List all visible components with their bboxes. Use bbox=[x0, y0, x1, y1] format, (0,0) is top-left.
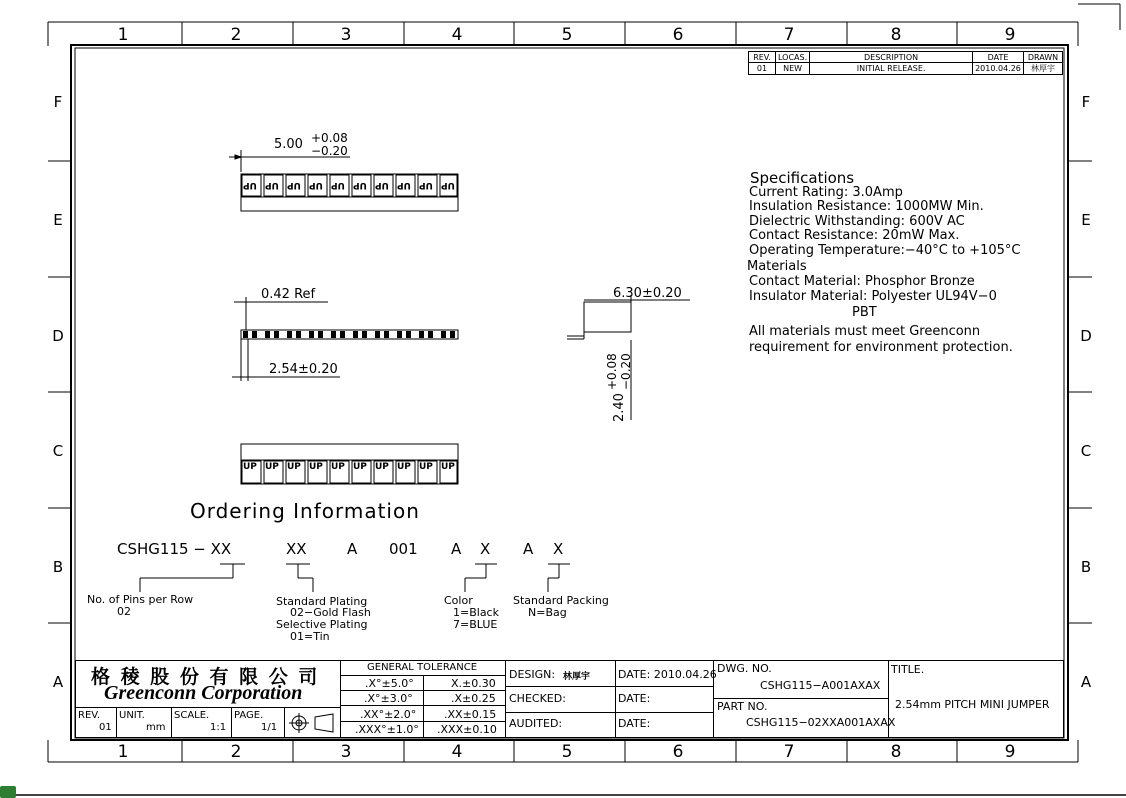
grid-col-3: 3 bbox=[340, 25, 352, 45]
dim-width-side: 6.30±0.20 bbox=[613, 286, 682, 301]
grid-col-5: 5 bbox=[561, 25, 573, 45]
ordering-code-part: A bbox=[523, 540, 534, 558]
rev-value: 01 bbox=[99, 722, 112, 733]
grid-row-D: D bbox=[52, 327, 64, 345]
projection-cell bbox=[284, 707, 341, 738]
tol-linear: .X±0.25 bbox=[451, 692, 496, 705]
dim-height-side-plus: +0.08 bbox=[605, 353, 619, 390]
grid-col-9-bottom: 9 bbox=[1004, 742, 1016, 762]
pins-value: 02 bbox=[117, 605, 131, 618]
rev-header-description: DESCRIPTION bbox=[810, 52, 973, 63]
dim-pitch-top-plus: +0.08 bbox=[311, 131, 348, 145]
grid-row-E: E bbox=[53, 211, 63, 229]
grid-row-C: C bbox=[52, 442, 64, 460]
up-label: UP bbox=[309, 462, 323, 472]
grid-col-2: 2 bbox=[230, 25, 242, 45]
materials-title: Materials bbox=[747, 259, 807, 274]
grid-col-6-bottom: 6 bbox=[672, 742, 684, 762]
rev-header-rev: REV. bbox=[749, 52, 776, 63]
up-label: UP bbox=[265, 462, 279, 472]
side-view-body bbox=[241, 330, 458, 339]
rev-cell-drawn: 林厚宇 bbox=[1024, 63, 1063, 75]
audited-label: AUDITED: bbox=[509, 717, 563, 730]
checked-label: CHECKED: bbox=[509, 692, 566, 705]
dim-pitch-side: 2.54±0.20 bbox=[269, 362, 338, 377]
grid-row-D-right: D bbox=[1080, 327, 1092, 345]
packing-line: N=Bag bbox=[528, 606, 567, 619]
design-value: 林厚宇 bbox=[563, 672, 591, 682]
grid-col-4-bottom: 4 bbox=[451, 742, 463, 762]
spec-line: Insulation Resistance: 1000MW Min. bbox=[749, 199, 984, 214]
up-label: UP bbox=[441, 462, 455, 472]
grid-row-C-right: C bbox=[1080, 442, 1092, 460]
spec-line: Current Rating: 3.0Amp bbox=[749, 185, 903, 200]
rev-cell-date: 2010.04.26 bbox=[973, 63, 1024, 75]
specifications-title: Specifications bbox=[750, 169, 855, 187]
grid-col-7-bottom: 7 bbox=[783, 742, 795, 762]
tol-angular: .X°±3.0° bbox=[364, 692, 413, 705]
grid-row-F-right: F bbox=[1081, 93, 1091, 111]
ordering-code-part: A bbox=[347, 540, 358, 558]
unit-value: mm bbox=[146, 722, 166, 733]
up-label: UP bbox=[353, 180, 367, 190]
plating-line: Selective Plating bbox=[276, 618, 368, 631]
grid-row-A: A bbox=[52, 673, 64, 691]
color-line: Color bbox=[444, 594, 473, 607]
plating-line: 02−Gold Flash bbox=[290, 606, 371, 619]
up-label: UP bbox=[375, 462, 389, 472]
dim-pitch-top-minus: −0.20 bbox=[311, 144, 348, 158]
up-label: UP bbox=[375, 180, 389, 190]
spec-line: Contact Resistance: 20mW Max. bbox=[749, 228, 960, 243]
rev-header-drawn: DRAWN bbox=[1024, 52, 1063, 63]
grid-col-9: 9 bbox=[1004, 25, 1016, 45]
rev-header-date: DATE bbox=[973, 52, 1024, 63]
audited-date: DATE: bbox=[618, 717, 651, 730]
page-value: 1/1 bbox=[261, 722, 278, 733]
up-label: UP bbox=[243, 462, 257, 472]
ordering-code-part: XX bbox=[286, 540, 307, 558]
grid-col-3-bottom: 3 bbox=[340, 742, 352, 762]
up-label: UP bbox=[419, 462, 433, 472]
color-line: 1=Black bbox=[453, 606, 499, 619]
tol-angular: .X°±5.0° bbox=[365, 677, 414, 690]
rev-cell-locas: NEW bbox=[776, 63, 810, 75]
material-extra: PBT bbox=[852, 305, 877, 320]
grid-col-1-bottom: 1 bbox=[117, 742, 129, 762]
ordering-code-part: X bbox=[480, 540, 491, 558]
note-line: All materials must meet Greenconn bbox=[749, 324, 981, 339]
material-line: Insulator Material: Polyester UL94V−0 bbox=[749, 289, 997, 304]
up-label: UP bbox=[287, 180, 301, 190]
up-label: UP bbox=[287, 462, 301, 472]
grid-col-2-bottom: 2 bbox=[230, 742, 242, 762]
grid-row-B: B bbox=[52, 558, 64, 576]
grid-row-E-right: E bbox=[1081, 211, 1091, 229]
spec-line: Operating Temperature:−40°C to +105°C bbox=[749, 243, 1021, 258]
projection-symbol-icon bbox=[285, 708, 340, 737]
up-label: UP bbox=[265, 180, 279, 190]
up-label: UP bbox=[397, 462, 411, 472]
grid-row-B-right: B bbox=[1080, 558, 1092, 576]
title-value: 2.54mm PITCH MINI JUMPER bbox=[895, 698, 1050, 711]
page-label: PAGE. bbox=[234, 710, 264, 721]
grid-col-1: 1 bbox=[117, 25, 129, 45]
grid-col-7: 7 bbox=[783, 25, 795, 45]
dim-height-side-value: 2.40 bbox=[612, 393, 627, 422]
pins-label: No. of Pins per Row bbox=[87, 593, 194, 606]
spec-line: Dielectric Withstanding: 600V AC bbox=[749, 214, 965, 229]
tol-angular: .XX°±2.0° bbox=[360, 708, 417, 721]
up-label: UP bbox=[309, 180, 323, 190]
ordering-code-part: 001 bbox=[389, 540, 418, 558]
scale-value: 1:1 bbox=[210, 722, 227, 733]
ordering-code-part: A bbox=[451, 540, 462, 558]
dwg-no-value: CSHG115−A001AXAX bbox=[760, 679, 881, 692]
dim-pitch-top: 5.00 bbox=[274, 137, 303, 152]
up-label: UP bbox=[331, 462, 345, 472]
design-label: DESIGN: bbox=[509, 668, 556, 681]
packing-line: Standard Packing bbox=[513, 594, 609, 607]
grid-col-6: 6 bbox=[672, 25, 684, 45]
up-label: UP bbox=[243, 180, 257, 190]
note-line: requirement for environment protection. bbox=[749, 340, 1013, 355]
grid-col-8-bottom: 8 bbox=[890, 742, 902, 762]
design-date: DATE: 2010.04.26 bbox=[618, 668, 717, 681]
up-label: UP bbox=[419, 180, 433, 190]
up-label: UP bbox=[397, 180, 411, 190]
tolerance-title: GENERAL TOLERANCE bbox=[367, 662, 478, 673]
up-label: UP bbox=[353, 462, 367, 472]
up-label: UP bbox=[331, 180, 345, 190]
color-line: 7=BLUE bbox=[453, 618, 498, 631]
grid-row-F: F bbox=[53, 93, 63, 111]
title-label: TITLE. bbox=[891, 663, 925, 676]
tol-linear: X.±0.30 bbox=[451, 677, 496, 690]
tol-linear: .XX±0.15 bbox=[444, 708, 497, 721]
tol-angular: .XXX°±1.0° bbox=[355, 723, 419, 736]
company-name-cn: 格 稜 股 份 有 限 公 司 bbox=[91, 666, 320, 688]
grid-col-4: 4 bbox=[451, 25, 463, 45]
plating-line: Standard Plating bbox=[276, 595, 368, 608]
part-no-value: CSHG115−02XXA001AXAX bbox=[746, 716, 896, 729]
dwg-no-label: DWG. NO. bbox=[717, 662, 772, 675]
ordering-title: Ordering Information bbox=[190, 499, 420, 523]
rev-label: REV. bbox=[78, 710, 100, 721]
checked-date: DATE: bbox=[618, 692, 651, 705]
ordering-code-part: CSHG115 − XX bbox=[117, 540, 232, 558]
rev-header-locas: LOCAS. bbox=[776, 52, 810, 63]
plating-line: 01=Tin bbox=[290, 630, 330, 643]
grid-col-5-bottom: 5 bbox=[561, 742, 573, 762]
grid-row-A-right: A bbox=[1080, 673, 1092, 691]
ordering-code-part: X bbox=[553, 540, 564, 558]
grid-col-8: 8 bbox=[890, 25, 902, 45]
unit-label: UNIT. bbox=[119, 710, 145, 721]
dim-ref: 0.42 Ref bbox=[261, 287, 316, 302]
material-line: Contact Material: Phosphor Bronze bbox=[749, 274, 975, 289]
dim-height-side-minus: −0.20 bbox=[619, 353, 633, 390]
tol-linear: .XXX±0.10 bbox=[437, 723, 497, 736]
scale-label: SCALE. bbox=[174, 710, 210, 721]
part-no-label: PART NO. bbox=[717, 700, 768, 713]
rev-cell-description: INITIAL RELEASE. bbox=[810, 63, 973, 75]
company-name-en: Greenconn Corporation bbox=[104, 682, 303, 704]
rev-cell-rev: 01 bbox=[749, 63, 776, 75]
up-label: UP bbox=[441, 180, 455, 190]
